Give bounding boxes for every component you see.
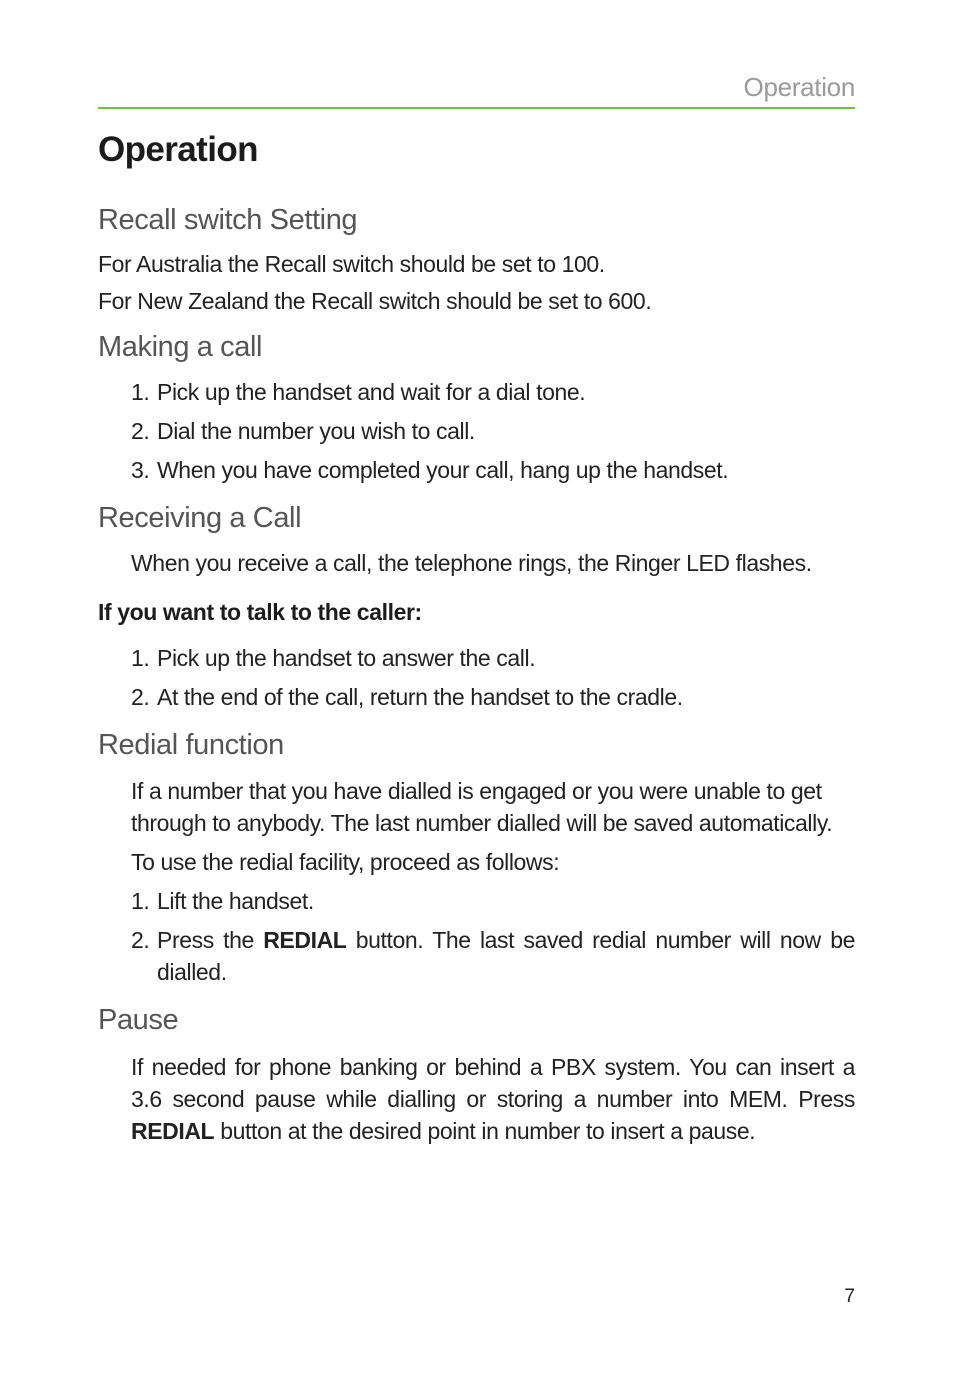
heading-pause: Pause <box>98 1004 179 1036</box>
list-text: Pick up the handset to answer the call. <box>157 645 536 671</box>
list-number: 2. <box>131 927 150 953</box>
list-text: Pick up the handset and wait for a dial tone. <box>157 379 586 405</box>
list-number: 3. <box>131 457 150 483</box>
running-header: Operation <box>743 72 855 102</box>
recall-line-australia: For Australia the Recall switch should be set to 100. <box>98 251 605 277</box>
heading-receiving-call: Receiving a Call <box>98 502 302 534</box>
page-number: 7 <box>844 1286 855 1307</box>
page-title: Operation <box>98 130 258 169</box>
redial-description: If a number that you have dialled is engaged or you were unable to get through to anybody. The last number dialled will be saved automatically. <box>131 778 833 836</box>
pause-text-post: button at the desired point in number to insert a pause. <box>214 1118 756 1144</box>
list-number: 2. <box>131 418 150 444</box>
list-item <box>98 924 855 988</box>
list-item <box>98 376 855 408</box>
heading-recall-switch: Recall switch Setting <box>98 204 358 236</box>
list-item <box>98 885 855 917</box>
list-text: Lift the handset. <box>157 888 314 914</box>
list-text: At the end of the call, return the handset to the cradle. <box>157 684 683 710</box>
list-number: 1. <box>131 888 150 914</box>
redial-button-name: REDIAL <box>131 1118 215 1144</box>
recall-line-new-zealand: For New Zealand the Recall switch should be set to 600. <box>98 288 652 314</box>
subheading-talk-to-caller: If you want to talk to the caller: <box>98 599 422 625</box>
redial-instructions-intro: To use the redial facility, proceed as follows: <box>131 849 560 875</box>
list-number: 1. <box>131 645 150 671</box>
list-number: 1. <box>131 379 150 405</box>
list-item <box>98 681 855 713</box>
redial-button-name: REDIAL <box>263 927 347 953</box>
pause-description <box>98 1051 855 1147</box>
page-content <box>98 124 855 1147</box>
list-item <box>98 415 855 447</box>
list-text: When you have completed your call, hang up the handset. <box>157 457 729 483</box>
list-text: Dial the number you wish to call. <box>157 418 475 444</box>
list-text-post: button. The last saved redial number will now be dialled. <box>157 927 856 985</box>
receiving-intro: When you receive a call, the telephone rings, the Ringer LED flashes. <box>131 550 812 576</box>
list-number: 2. <box>131 684 150 710</box>
list-item <box>98 454 855 486</box>
list-item <box>98 642 855 674</box>
header-divider <box>98 107 855 109</box>
heading-making-call: Making a call <box>98 331 263 363</box>
heading-redial-function: Redial function <box>98 729 284 761</box>
list-text-pre: Press the <box>157 927 264 953</box>
pause-text-pre: If needed for phone banking or behind a PBX system. You can insert a 3.6 second pause while dialling or storing a number into MEM. Press <box>131 1054 855 1112</box>
